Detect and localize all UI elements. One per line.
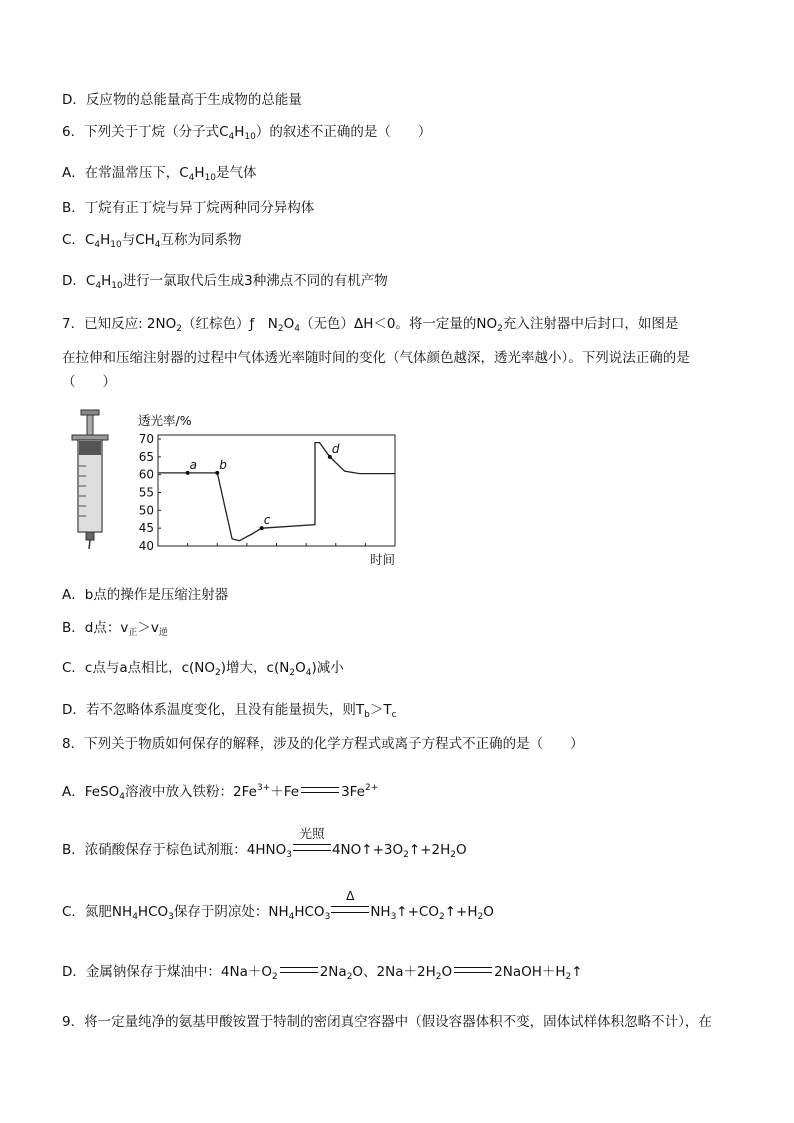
point-label-d: d [331,441,340,456]
q7-option-a: A．b点的操作是压缩注射器 [62,587,229,603]
q6-stem: 6．下列关于丁烷（分子式$C_4H_{10}$）的叙述不正确的是（ ） [62,124,432,142]
point-label-b: b [219,457,227,472]
equals-sign [454,967,492,973]
q7-option-b: B．d点：$v_正>v_逆$ [62,620,168,638]
q8-option-a: A．FeSO$_4$溶液中放入铁粉：$2Fe^{3+}+Fe$ $3Fe^{2+}$ [62,783,379,802]
y-tick-label: 45 [138,521,154,536]
reaction-condition: Δ [331,902,369,922]
reaction-condition: 光照 [293,840,331,860]
equals-sign [280,967,318,973]
q7-stem-line1: 7．已知反应: $2NO_2$（红棕色）ƒ $N_2O_4$（无色）ΔH＜0。将一定量的$NO_2$充入注射器中后封口，如图是 [62,316,679,334]
y-tick-label: 55 [138,485,154,500]
chart-xlabel: 时间 [370,552,396,567]
equals-sign [301,787,339,793]
q7-stem-line2: 在拉伸和压缩注射器的过程中气体透光率随时间的变化（气体颜色越深，透光率越小）。下列说法正确的是 [62,350,690,366]
q8-stem: 8．下列关于物质如何保存的解释，涉及的化学方程式或离子方程式不正确的是（ ） [62,736,584,752]
q5-option-d: D．反应物的总能量高于生成物的总能量 [62,92,302,108]
y-tick-label: 50 [138,503,154,518]
q8-option-b: B．浓硝酸保存于棕色试剂瓶：$4HNO_3$ 光照 $4NO↑+3O_2↑+2H_2O$ [62,826,467,860]
q6-option-b: B．丁烷有正丁烷与异丁烷两种同分异构体 [62,200,315,216]
point-label-a: a [189,457,197,472]
q9-stem: 9．将一定量纯净的氨基甲酸铵置于特制的密闭真空容器中（假设容器体积不变，固体试样体积忽略不计），在 [62,1014,712,1030]
y-tick-label: 70 [138,432,154,446]
transmittance-chart [118,408,403,570]
q6-option-a: A．在常温常压下，$C_4H_{10}$是气体 [62,165,257,183]
y-tick-label: 65 [138,449,154,464]
chart-ylabel: 透光率/% [138,413,192,428]
plot-frame [158,435,395,546]
point-label-c: c [263,513,271,528]
q7-stem-line3: （ ） [62,374,116,390]
y-tick-label: 40 [138,539,154,553]
syringe-illustration [68,408,112,550]
y-tick-label: 60 [138,467,154,482]
q6-option-c: C．$C_4H_{10}$与$CH_4$互称为同系物 [62,232,242,250]
q6-option-d: D．$C_4H_{10}$进行一氯取代后生成3种沸点不同的有机产物 [62,273,388,291]
q8-option-c: C．氮肥$NH_4HCO_3$保存于阴凉处：$NH_4HCO_3$ Δ $NH_3↑+CO_2↑+H_2O$ [62,888,494,922]
q8-option-d: D．金属钠保存于煤油中：$4Na+O_2$ $2Na_2O$、$2Na+2H_2O$ $2NaOH+H_2↑$ [62,964,583,982]
q7-option-d: D．若不忽略体系温度变化，且没有能量损失，则$T_b>T_c$ [62,702,397,720]
q7-option-c: C．c点与a点相比，$c(NO_2)$增大，$c(N_2O_4)$减小 [62,660,344,678]
